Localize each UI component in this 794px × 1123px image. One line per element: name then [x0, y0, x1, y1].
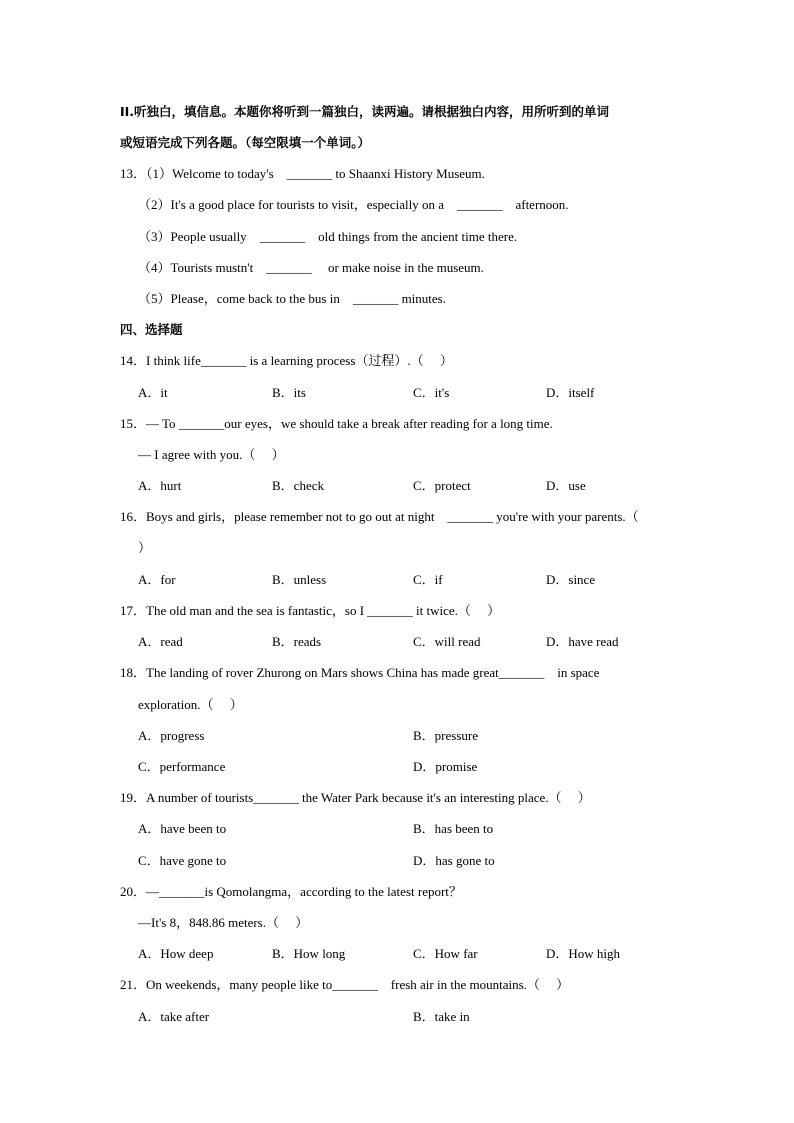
q16-option-b[interactable]: B．unless [272, 572, 327, 587]
q13-item-5: （5）Please，come back to the bus in _______ minutes. [138, 291, 446, 306]
q16-stem-2: ） [138, 540, 152, 555]
q15-stem: 15．— To _______our eyes，we should take a break after reading for a long time. [120, 416, 553, 431]
q21-stem: 21．On weekends，many people like to_______ fresh air in the mountains.（ ） [120, 977, 570, 992]
q14-stem: 14．I think life_______ is a learning process（过程）.（ ） [120, 353, 453, 368]
q19-option-a[interactable]: A．have been to [138, 821, 227, 836]
section4-heading: 四、选择题 [120, 322, 183, 337]
q20-stem-2: —It's 8，848.86 meters.（ ） [138, 915, 309, 930]
q16-option-a[interactable]: A．for [138, 572, 176, 587]
q21-option-b[interactable]: B．take in [413, 1009, 470, 1024]
q15-option-d[interactable]: D．use [546, 478, 586, 493]
q17-option-b[interactable]: B．reads [272, 634, 322, 649]
q14-option-a[interactable]: A．it [138, 385, 168, 400]
q15-option-b[interactable]: B．check [272, 478, 324, 493]
q20-option-c[interactable]: C．How far [413, 946, 478, 961]
q20-option-d[interactable]: D．How high [546, 946, 621, 961]
q13-item-3: （3）People usually _______ old things from the ancient time there. [138, 229, 518, 244]
q20-stem: 20．—_______is Qomolangma，according to the latest report？ [120, 884, 462, 899]
q17-option-c[interactable]: C．will read [413, 634, 481, 649]
q18-option-c[interactable]: C．performance [138, 759, 226, 774]
q16-stem: 16．Boys and girls，please remember not to go out at night _______ you're with your parents.（ [120, 509, 639, 524]
q15-stem-2: — I agree with you.（ ） [138, 447, 285, 462]
q18-option-a[interactable]: A．progress [138, 728, 205, 743]
q14-option-c[interactable]: C．it's [413, 385, 450, 400]
q13-item-2: （2）It's a good place for tourists to visit，especially on a _______ afternoon. [138, 197, 569, 212]
q13-item-1: 13．（1）Welcome to today's _______ to Shaanxi History Museum. [120, 166, 485, 181]
q17-option-a[interactable]: A．read [138, 634, 183, 649]
q15-option-c[interactable]: C．protect [413, 478, 471, 493]
q20-option-a[interactable]: A．How deep [138, 946, 214, 961]
q18-stem: 18．The landing of rover Zhurong on Mars shows China has made great_______ in space [120, 665, 600, 680]
q17-stem: 17．The old man and the sea is fantastic，so I _______ it twice.（ ） [120, 603, 501, 618]
q15-option-a[interactable]: A．hurt [138, 478, 182, 493]
q21-option-a[interactable]: A．take after [138, 1009, 210, 1024]
q17-option-d[interactable]: D．have read [546, 634, 619, 649]
q18-option-d[interactable]: D．promise [413, 759, 478, 774]
q13-item-4: （4）Tourists mustn't _______ or make noise in the museum. [138, 260, 484, 275]
q16-option-d[interactable]: D．since [546, 572, 596, 587]
q16-option-c[interactable]: C．if [413, 572, 443, 587]
q18-option-b[interactable]: B．pressure [413, 728, 478, 743]
section-heading-line2: 或短语完成下列各题。（每空限填一个单词。） [120, 135, 371, 150]
q19-stem: 19．A number of tourists_______ the Water Park because it's an interesting place.（ ） [120, 790, 591, 805]
q19-option-b[interactable]: B．has been to [413, 821, 494, 836]
q14-option-b[interactable]: B．its [272, 385, 306, 400]
q14-option-d[interactable]: D．itself [546, 385, 595, 400]
q19-option-d[interactable]: D．has gone to [413, 853, 495, 868]
section-heading-line1: II.听独白，填信息。本题你将听到一篇独白，读两遍。请根据独白内容，用所听到的单词 [120, 104, 610, 119]
q19-option-c[interactable]: C．have gone to [138, 853, 227, 868]
q18-stem-2: exploration.（ ） [138, 697, 243, 712]
q20-option-b[interactable]: B．How long [272, 946, 346, 961]
